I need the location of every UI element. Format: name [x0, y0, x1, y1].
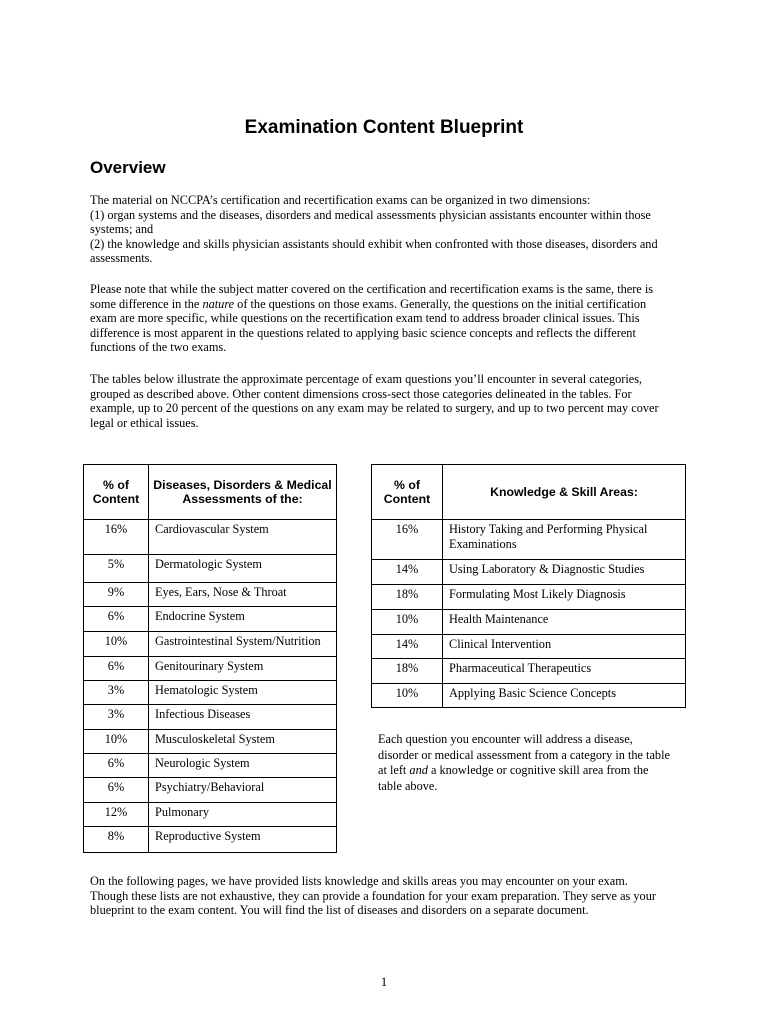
intro-line: (1) organ systems and the diseases, disorders and medical assessments physician assistants encounter within those — [90, 207, 651, 222]
tables-intro-line: example, up to 20 percent of the questions on any exam may be related to surgery, and up to two percent may cover — [90, 401, 659, 416]
pct-cell: 3% — [84, 705, 149, 730]
table-row — [84, 754, 337, 778]
area-cell: Using Laboratory & Diagnostic Studies — [443, 560, 686, 585]
area-cell: Health Maintenance — [443, 610, 686, 635]
note-line: Each question you encounter will address a disease, — [378, 732, 633, 746]
difference-line: exam are more specific, while questions on the recertification exam tend to address broader clinical issues. This — [90, 311, 640, 326]
area-cell: Endocrine System — [149, 607, 337, 632]
pct-cell: 5% — [84, 555, 149, 583]
page-title: Examination Content Blueprint — [244, 117, 524, 138]
pct-cell: 16% — [372, 520, 443, 560]
skills-table — [371, 464, 686, 708]
tables-intro-paragraph — [90, 372, 680, 430]
emphasis-text: and — [409, 763, 428, 778]
pct-cell: 10% — [84, 632, 149, 657]
page-number: 1 — [380, 974, 388, 989]
note-paragraph — [378, 732, 688, 794]
area-cell: Gastrointestinal System/Nutrition — [149, 632, 337, 657]
pct-header: % of Content — [372, 465, 443, 520]
note-line — [378, 763, 688, 779]
table-row — [372, 635, 686, 659]
difference-paragraph — [90, 282, 680, 355]
tables-intro-line: legal or ethical issues. — [90, 415, 199, 430]
area-cell: Formulating Most Likely Diagnosis — [443, 585, 686, 610]
area-cell: Hematologic System — [149, 681, 337, 705]
pct-cell: 18% — [372, 659, 443, 684]
intro-line: (2) the knowledge and skills physician assistants should exhibit when confronted with those diseases, disorders and — [90, 236, 658, 251]
pct-cell: 12% — [84, 803, 149, 827]
table-row — [84, 555, 337, 583]
pct-cell: 10% — [372, 684, 443, 708]
area-cell: Neurologic System — [149, 754, 337, 778]
area-cell: Musculoskeletal System — [149, 730, 337, 754]
area-cell: Reproductive System — [149, 827, 337, 853]
closing-line: blueprint to the exam content. You will find the list of diseases and disorders on a separate document. — [90, 903, 589, 918]
table-row — [84, 607, 337, 632]
intro-line: The material on NCCPA’s certification and recertification exams can be organized in two dimensions: — [90, 193, 591, 207]
pct-cell: 10% — [84, 730, 149, 754]
area-cell: Eyes, Ears, Nose & Throat — [149, 583, 337, 607]
text-fragment: a knowledge or cognitive skill area from the — [427, 763, 649, 778]
pct-cell: 6% — [84, 607, 149, 632]
area-cell: Pharmaceutical Therapeutics — [443, 659, 686, 684]
area-cell: History Taking and Performing Physical Examinations — [443, 520, 686, 560]
table-row — [84, 583, 337, 607]
table-row — [84, 681, 337, 705]
intro-line: systems; and — [90, 222, 154, 237]
difference-line: functions of the two exams. — [90, 340, 227, 355]
diseases-table — [83, 464, 337, 853]
intro-line: assessments. — [90, 251, 153, 266]
tables-intro-line: The tables below illustrate the approximate percentage of exam questions you’ll encounter in several categories, — [90, 372, 643, 386]
pct-cell: 16% — [84, 520, 149, 555]
note-line: table above. — [378, 778, 438, 793]
area-header: Diseases, Disorders & Medical Assessments of the: — [149, 465, 337, 520]
closing-paragraph — [90, 874, 680, 918]
pct-cell: 14% — [372, 560, 443, 585]
pct-cell: 3% — [84, 681, 149, 705]
table-row — [84, 705, 337, 730]
closing-line: Though these lists are not exhaustive, they can provide a foundation for your exam preparation. They serve as your — [90, 888, 656, 903]
note-line: disorder or medical assessment from a category in the table — [378, 747, 670, 762]
table-row — [372, 610, 686, 635]
pct-cell: 18% — [372, 585, 443, 610]
pct-cell: 8% — [84, 827, 149, 853]
tables-intro-line: grouped as described above. Other content dimensions cross-sect those categories delineated in the tables. For — [90, 386, 632, 401]
area-cell: Psychiatry/Behavioral — [149, 778, 337, 803]
table-row — [372, 585, 686, 610]
area-cell: Clinical Intervention — [443, 635, 686, 659]
difference-line: difference is most apparent in the questions related to applying basic science concepts and reflects the different — [90, 325, 636, 340]
table-row — [84, 520, 337, 555]
table-row — [84, 827, 337, 853]
pct-cell: 6% — [84, 657, 149, 681]
area-cell: Genitourinary System — [149, 657, 337, 681]
table-row — [84, 803, 337, 827]
pct-cell: 6% — [84, 778, 149, 803]
text-fragment: of the questions on those exams. Generally, the questions on the initial certification — [234, 296, 647, 311]
pct-header: % of Content — [84, 465, 149, 520]
intro-paragraph — [90, 193, 680, 266]
pct-cell: 14% — [372, 635, 443, 659]
overview-heading: Overview — [90, 158, 166, 177]
difference-line: Please note that while the subject matter covered on the certification and recertification exams is the same, there is — [90, 282, 654, 296]
area-cell: Infectious Diseases — [149, 705, 337, 730]
emphasis-text: nature — [202, 296, 235, 311]
area-cell: Pulmonary — [149, 803, 337, 827]
pct-cell: 10% — [372, 610, 443, 635]
pct-cell: 9% — [84, 583, 149, 607]
table-row — [84, 730, 337, 754]
closing-line: On the following pages, we have provided lists knowledge and skills areas you may encounter on your exam. — [90, 874, 628, 888]
table-row — [372, 659, 686, 684]
difference-line — [90, 297, 680, 312]
table-row — [372, 560, 686, 585]
text-fragment: some difference in the — [90, 296, 203, 311]
table-row — [372, 520, 686, 560]
table-row — [372, 684, 686, 708]
text-fragment: at left — [378, 763, 410, 778]
area-cell: Applying Basic Science Concepts — [443, 684, 686, 708]
table-row — [84, 778, 337, 803]
table-row — [84, 657, 337, 681]
table-row — [84, 632, 337, 657]
area-header: Knowledge & Skill Areas: — [443, 465, 686, 520]
area-cell: Cardiovascular System — [149, 520, 337, 555]
area-cell: Dermatologic System — [149, 555, 337, 583]
pct-cell: 6% — [84, 754, 149, 778]
